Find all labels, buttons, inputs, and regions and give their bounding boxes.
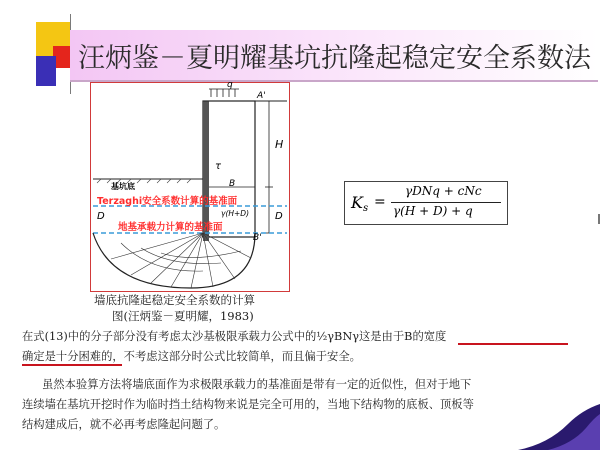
label-q: q bbox=[227, 80, 233, 90]
formula-denominator: γ(H + D) + q bbox=[393, 204, 473, 218]
decor-blue-square bbox=[36, 56, 56, 86]
slide-title: 汪炳鉴－夏明耀基坑抗隆起稳定安全系数法 bbox=[78, 43, 591, 74]
corner-decoration bbox=[518, 404, 600, 450]
formula-box bbox=[344, 181, 508, 225]
diagram-figure bbox=[90, 82, 290, 292]
paragraph1-line2: 确定是十分困难的，不考虑这部分时公式比较简单，而且偏于安全。 bbox=[22, 350, 361, 363]
paragraph2-line3: 结构建成后，就不必再考虑隆起问题了。 bbox=[22, 418, 226, 431]
formula-numerator: γDNq + cNc bbox=[405, 184, 482, 198]
label-h: H bbox=[275, 138, 284, 151]
paragraph1-line1: 在式(13)中的分子部分没有考虑太沙基极限承载力公式中的½γBNγ这是由于B的宽度 bbox=[22, 330, 447, 343]
label-gamma-hd: γ(H+D) bbox=[221, 209, 249, 218]
paragraph2-line2: 连续墙在基坑开挖时作为临时挡土结构物来说是完全可用的，当地下结构物的底板、顶板等 bbox=[22, 398, 474, 411]
label-wall: 基坑底 bbox=[111, 182, 135, 191]
paragraph2-line1: 虽然本验算方法将墙底面作为求极限承载力的基准面是带有一定的近似性，但对于地下 bbox=[42, 378, 472, 391]
edge-mark bbox=[594, 214, 600, 224]
surcharge-arrows bbox=[209, 89, 239, 97]
formula-lhs: K bbox=[351, 193, 363, 212]
label-d-right: D bbox=[275, 211, 283, 222]
formula-equals: = bbox=[374, 194, 386, 210]
annotation-terzaghi-base: Terzaghi安全系数计算的基准面 bbox=[97, 196, 238, 207]
annotation-foundation-base: 地基承载力计算的基准面 bbox=[118, 222, 223, 233]
underline-p1-end bbox=[458, 343, 568, 345]
formula-fraction-bar bbox=[391, 202, 501, 203]
underline-p1-start bbox=[22, 364, 122, 366]
label-b-prime: B' bbox=[253, 233, 262, 243]
figure-caption-line2: 图(汪炳鉴－夏明耀，1983) bbox=[112, 309, 254, 323]
label-a-prime: A' bbox=[257, 91, 266, 101]
label-d-left: D bbox=[97, 211, 105, 222]
figure-caption-line1: 墙底抗隆起稳定安全系数的计算 bbox=[94, 293, 255, 307]
label-b: B bbox=[229, 179, 236, 189]
label-tau: τ bbox=[215, 161, 222, 172]
formula-lhs-subscript: s bbox=[363, 203, 369, 214]
